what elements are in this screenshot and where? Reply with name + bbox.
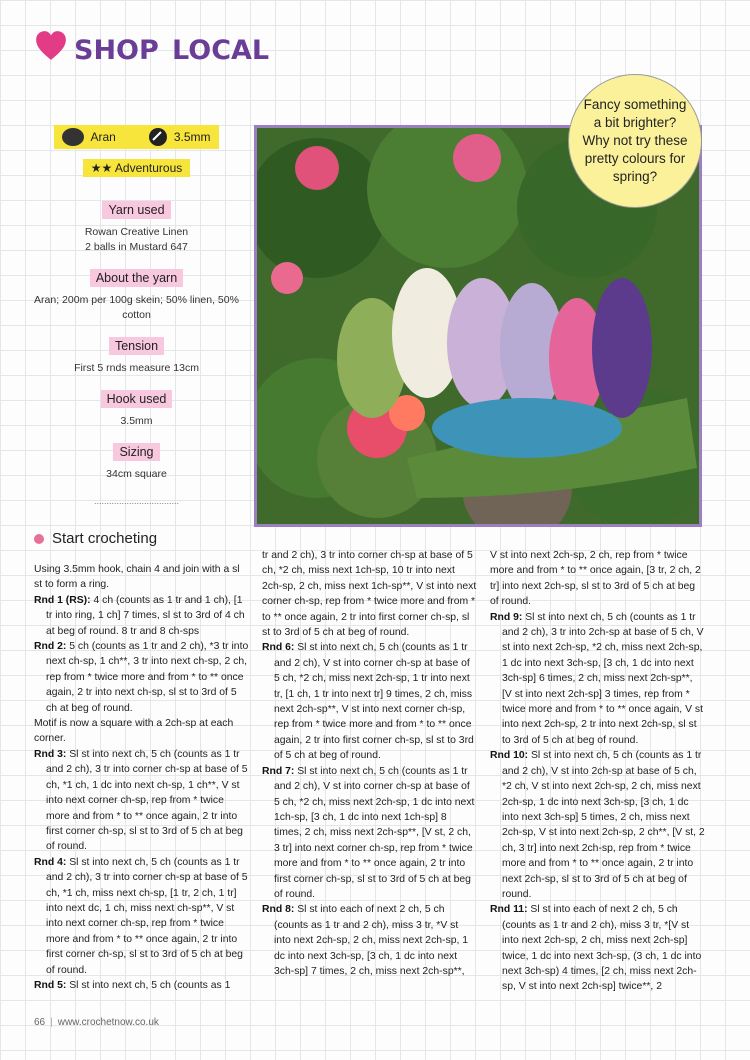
- heading-text: Start crocheting: [52, 530, 158, 547]
- section-text: Aran; 200m per 100g skein; 50% linen, 50% cotton: [34, 294, 239, 321]
- section-label: Sizing: [113, 443, 159, 461]
- pattern-paragraph: Rnd 6: Sl st into next ch, 5 ch (counts as 1 tr and 2 ch), V st into corner ch-sp at base of 5 ch, *2 ch, miss next 2ch-sp, 1 tr into next tr, [1 ch, 1 tr into next tr] 9 times, 2 ch, miss next 2ch-sp**, V st into next corner ch-sp, rep from * twice more and from * to ** once again, 2 tr into first corner ch-sp, sl st to 3rd of 5 ch at beg of round.: [262, 642, 474, 762]
- pattern-paragraph: Rnd 10: Sl st into next ch, 5 ch (counts as 1 tr and 2 ch), V st into 2ch-sp at base of 5 ch, *2 ch, V st into next 2ch-sp, 2 ch, miss next 2ch-sp, 1 dc into next 3ch-sp, [3 ch, 1 dc into next 3ch-sp] 5 times, 2 ch, miss next 2ch-sp, V st into next 2ch-sp, 2 ch**, [V st, 2 ch, 3 tr] into next 2ch-sp, rep from * twice more and from * to ** once again, 2 tr into next 2ch-sp, sl st to 3rd of 5 ch at beg of round.: [490, 750, 705, 900]
- section-tension: [34, 323, 239, 376]
- pattern-paragraph: Rnd 4: Sl st into next ch, 5 ch (counts as 1 tr and 2 ch), 3 tr into corner ch-sp at base of 5 ch, *1 ch, miss next ch-sp, [1 tr, 2 ch, 1 tr] into next dc, 1 ch, miss next ch-sp**, V st into next corner ch-sp, rep from * twice more and from * to ** once again, 2 tr into first corner ch-sp, sl st to 3rd of 5 ch at beg of round.: [34, 856, 248, 976]
- section-label: Tension: [109, 337, 164, 355]
- hook-icon: [148, 127, 168, 147]
- section-label: About the yarn: [90, 269, 183, 287]
- section-text: First 5 rnds measure 13cm: [74, 362, 199, 374]
- yarn-ball-icon: [62, 128, 84, 146]
- difficulty-label: Adventurous: [114, 161, 183, 175]
- heart-icon: [34, 29, 68, 63]
- section-text: 3.5mm: [120, 415, 153, 427]
- pattern-column-3: [490, 548, 705, 995]
- pattern-paragraph: Rnd 5: Sl st into next ch, 5 ch (counts as 1: [34, 979, 231, 991]
- footer-url[interactable]: www.crochetnow.co.uk: [57, 1017, 159, 1028]
- pattern-paragraph: Rnd 3: Sl st into next ch, 5 ch (counts as 1 tr and 2 ch), 3 tr into corner ch-sp at base of 5 ch, *1 ch, 1 dc into next ch-sp, 1 ch**, V st into next corner ch-sp, rep from * twice more and from * to ** once again, 2 tr into first corner ch-sp, sl st to 3rd of 5 ch at beg of round.: [34, 748, 248, 853]
- pattern-paragraph: Motif is now a square with a 2ch-sp at each corner.: [34, 718, 234, 745]
- pattern-paragraph: Rnd 11: Sl st into each of next 2 ch, 5 ch (counts as 1 tr and 2 ch), miss 3 tr, *[V st into next 2ch-sp, 2 ch, miss next 2ch-sp] twice, 1 dc into next 3ch-sp, (3 ch, 1 dc into next 3ch-sp) 4 times, [2 ch, miss next 2ch-sp, V st into next 2ch-sp] twice**, 2: [490, 904, 702, 993]
- pattern-paragraph: Rnd 2: 5 ch (counts as 1 tr and 2 ch), *3 tr into next ch-sp, 1 ch**, 3 tr into next ch-sp, 2 ch, rep from * twice more and from * to ** once again, 2 tr into next ch-sp, sl st to 3rd of 5 ch at beg of round.: [34, 641, 249, 714]
- pattern-column-1: [34, 562, 249, 993]
- section-label: Yarn used: [102, 201, 170, 219]
- page-number: 66: [34, 1017, 46, 1028]
- section-sizing: [34, 429, 239, 482]
- start-crocheting-heading: [34, 530, 157, 547]
- pattern-info: [34, 125, 239, 506]
- pattern-paragraph: Rnd 8: Sl st into each of next 2 ch, 5 ch (counts as 1 tr and 2 ch), miss 3 tr, *V st into next 2ch-sp, 2 ch, miss next 2ch-sp, 1 dc into next 3ch-sp, [3 ch, 1 dc into next 3ch-sp] 7 times, 2 ch, miss next 2ch-sp**,: [262, 904, 469, 977]
- callout-bubble: Fancy something a bit brighter? Why not try these pretty colours for spring?: [568, 74, 702, 208]
- pattern-paragraph: Rnd 9: Sl st into next ch, 5 ch (counts as 1 tr and 2 ch), 3 tr into 2ch-sp at base of 5 ch, V st into next 2ch-sp, *2 ch, miss next 2ch-sp, 1 dc into next 3ch-sp, [3 ch, 1 dc into next 3ch-sp] 6 times, 2 ch, miss next 2ch-sp**, [V st into next 2ch-sp] 3 times, rep from * twice more and from * to ** once again, V st into next 2ch-sp, 2 tr into next 2ch-sp, sl st to 3rd of 5 ch at beg of round.: [490, 611, 704, 746]
- section-label: Hook used: [101, 390, 173, 408]
- page-header: [34, 24, 269, 68]
- pattern-paragraph: Rnd 7: Sl st into next ch, 5 ch (counts as 1 tr and 2 ch), V st into corner ch-sp at base of 5 ch, *2 ch, miss next 2ch-sp, 1 dc into next 1ch-sp, [3 ch, 1 dc into next 1ch-sp] 8 times, 2 ch, miss next 2ch-sp**, [V st, 2 ch, 3 tr] into next corner ch-sp, rep from * twice more and from * to ** once again, 2 tr into first corner ch-sp, sl st to 3rd of 5 ch at beg of round.: [262, 765, 475, 900]
- bullet-icon: [34, 534, 44, 544]
- pattern-column-2: [262, 548, 477, 979]
- page-title: shop local: [74, 24, 270, 68]
- difficulty-stars: ★★: [90, 161, 113, 175]
- difficulty-row: [34, 159, 239, 177]
- section-hook-used: [34, 376, 239, 429]
- pattern-paragraph: tr and 2 ch), 3 tr into corner ch-sp at base of 5 ch, *2 ch, miss next 1ch-sp, 10 tr into next 2ch-sp, 2 ch, miss next 1ch-sp**, V st into next corner ch-sp, rep from * twice more and from * to ** once again, 2 tr into first corner ch-sp, sl st to 3rd of 5 ch at beg of round.: [262, 550, 477, 639]
- hook-size: 3.5mm: [173, 130, 211, 144]
- pattern-paragraph: Using 3.5mm hook, chain 4 and join with a sl st to form a ring.: [34, 564, 240, 591]
- dotted-divider: ..................................: [93, 496, 180, 506]
- badge-row: [34, 125, 239, 149]
- section-text: Rowan Creative Linen 2 balls in Mustard 647: [84, 226, 189, 253]
- page-footer: 66 | www.crochetnow.co.uk: [34, 1017, 159, 1028]
- pattern-paragraph: Rnd 1 (RS): 4 ch (counts as 1 tr and 1 ch), [1 tr into ring, 1 ch] 7 times, sl st to 3rd of 4 ch at beg of round. 8 tr and 8 ch-sps: [34, 594, 245, 637]
- section-about-yarn: [34, 255, 239, 323]
- section-text: 34cm square: [106, 468, 167, 480]
- pattern-paragraph: V st into next 2ch-sp, 2 ch, rep from * twice more and from * to ** once again, [3 tr, 2 ch, 2 tr] into next 2ch-sp, sl st to 3rd of 5 ch at beg of round.: [490, 550, 701, 608]
- yarn-weight: Aran: [90, 130, 116, 144]
- section-yarn-used: [34, 187, 239, 255]
